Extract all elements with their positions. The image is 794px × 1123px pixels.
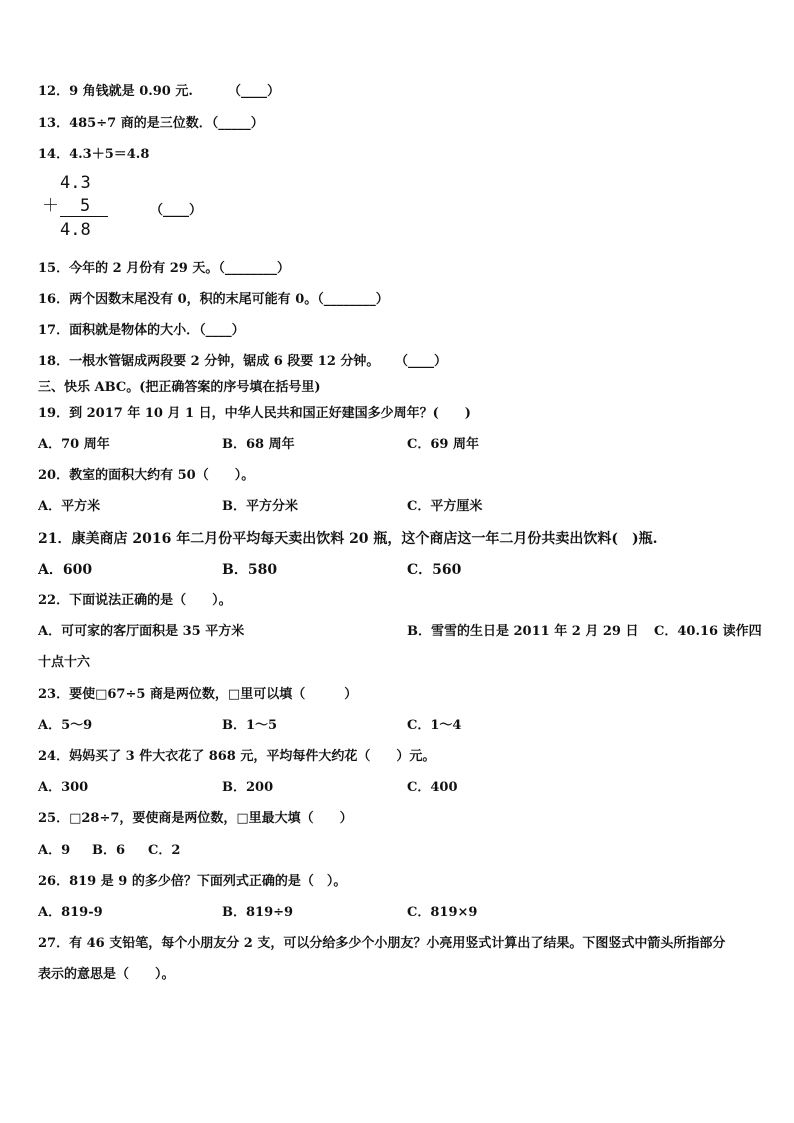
q20-option-b[interactable]: B．平方分米	[222, 499, 298, 514]
q27-text-line2: 表示的意思是（ ）。	[38, 967, 175, 982]
q24-option-a[interactable]: A．300	[38, 780, 89, 795]
q14-answer-paren[interactable]: （____）	[150, 203, 203, 218]
q23-option-b[interactable]: B．1～5	[222, 718, 278, 733]
q18-answer-paren[interactable]: （____）	[395, 354, 448, 369]
q24-option-c[interactable]: C．400	[407, 780, 458, 795]
q12-answer-paren[interactable]: （____）	[228, 84, 281, 99]
q25-option-c[interactable]: C．2	[148, 843, 181, 858]
vertical-sum-line	[60, 216, 108, 217]
vertical-result: 4.8	[60, 220, 91, 240]
q26-option-c[interactable]: C．819×9	[407, 905, 478, 920]
q19-option-b[interactable]: B．68 周年	[222, 437, 295, 452]
q26-option-a[interactable]: A．819-9	[38, 905, 103, 920]
q24-option-b[interactable]: B．200	[222, 780, 274, 795]
q22-text: 22．下面说法正确的是（ ）。	[38, 593, 232, 608]
q22-option-c[interactable]: C．40.16 读作四	[654, 624, 762, 639]
q13-text: 13．485÷7 商的是三位数．（_____）	[38, 116, 264, 131]
q19-text: 19．到 2017 年 10 月 1 日，中华人民共和国正好建国多少周年？( )	[38, 406, 471, 421]
q21-text: 21．康美商店 2016 年二月份平均每天卖出饮料 20 瓶，这个商店这一年二月份共卖出饮料( )瓶.	[38, 531, 658, 547]
q22-option-a[interactable]: A．可可家的客厅面积是 35 平方米	[38, 624, 245, 639]
vertical-addend: 5	[80, 196, 91, 216]
q14-text: 14．4.3＋5＝4.8	[38, 147, 150, 162]
q18-text: 18．一根水管锯成两段要 2 分钟，锯成 6 段要 12 分钟。	[38, 354, 380, 369]
q16-text: 16．两个因数末尾没有 0，积的末尾可能有 0。（________）	[38, 292, 389, 307]
q23-option-c[interactable]: C．1～4	[407, 718, 462, 733]
q27-text: 27．有 46 支铅笔，每个小朋友分 2 支，可以分给多少个小朋友？小亮用竖式计算出了结果。下图竖式中箭头所指部分	[38, 936, 726, 951]
q12-text: 12．9 角钱就是 0.90 元.	[38, 84, 193, 99]
q26-option-b[interactable]: B．819÷9	[222, 905, 294, 920]
q21-option-b[interactable]: B．580	[222, 562, 278, 578]
q26-text: 26．819 是 9 的多少倍？下面列式正确的是（ ）。	[38, 874, 347, 889]
q19-option-c[interactable]: C．69 周年	[407, 437, 479, 452]
q20-text: 20．教室的面积大约有 50（ ）。	[38, 468, 255, 483]
q25-option-a[interactable]: A．9	[38, 843, 71, 858]
q25-option-b[interactable]: B．6	[92, 843, 126, 858]
q19-option-a[interactable]: A．70 周年	[38, 437, 110, 452]
q24-text: 24．妈妈买了 3 件大衣花了 868 元，平均每件大约花（ ）元。	[38, 749, 436, 764]
q22-option-b[interactable]: B．雪雪的生日是 2011 年 2 月 29 日	[407, 624, 639, 639]
q22-option-c-continuation: 十点十六	[38, 655, 91, 670]
vertical-top-number: 4.3	[60, 173, 91, 193]
q21-option-a[interactable]: A．600	[38, 562, 93, 578]
q17-text: 17．面积就是物体的大小．（____）	[38, 323, 245, 338]
q15-text: 15．今年的 2 月份有 29 天。（________）	[38, 261, 290, 276]
q20-option-a[interactable]: A．平方米	[38, 499, 101, 514]
vertical-plus-sign: ＋	[42, 196, 59, 216]
q23-option-a[interactable]: A．5～9	[38, 718, 93, 733]
q25-text: 25．□28÷7，要使商是两位数，□里最大填（ ）	[38, 811, 353, 826]
q21-option-c[interactable]: C．560	[407, 562, 462, 578]
q23-text: 23．要使□67÷5 商是两位数，□里可以填（ ）	[38, 687, 358, 702]
section-3-heading: 三、快乐 ABC。(把正确答案的序号填在括号里)	[38, 380, 321, 395]
q20-option-c[interactable]: C．平方厘米	[407, 499, 483, 514]
